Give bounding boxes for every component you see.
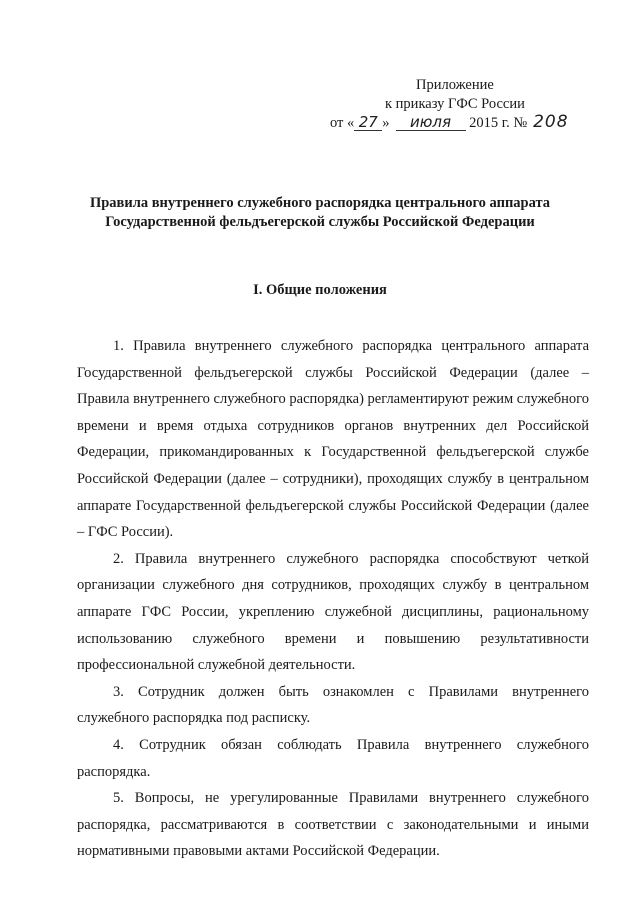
title-line-1: Правила внутреннего служебного распорядка центрального аппарата [89,195,551,211]
handwritten-order-number: 208 [533,112,569,132]
document-title [60,194,580,232]
paragraph-5: 5. Вопросы, не урегулированные Правилами внутреннего служебного распорядка, рассматриваются в соответствии с законодательными и иными нормативными правовыми актами Российской Федерации. [77,790,589,860]
order-reference: к приказу ГФС России [385,96,525,112]
title-line-2: Государственной фельдъегерской службы Российской Федерации [105,214,535,230]
document-body [77,333,589,865]
handwritten-month: июля [396,114,466,131]
year-and-number-label: 2015 г. № [469,115,528,131]
paragraph-3: 3. Сотрудник должен быть ознакомлен с Правилами внутреннего служебного распорядка под расписку. [77,683,589,727]
paragraph-4: 4. Сотрудник обязан соблюдать Правила внутреннего служебного распорядка. [77,736,589,780]
section-heading: I. Общие положения [253,282,387,298]
paragraph-1: 1. Правила внутреннего служебного распорядка центрального аппарата Государственной фельдъегерской службы Российской Федерации (далее – Правила внутреннего служебного распорядка) регламентируют режим служебного времени и время отдыха сотрудников органов внутренних дел Российской Федерации, прикомандированных к Государственной фельдъегерской службе Российской Федерации (далее – сотрудники), проходящих службу в центральном аппарате Государственной фельдъегерской службы Российской Федерации (далее – ГФС России). [77,338,589,541]
quote-close: » [382,115,390,131]
appendix-label: Приложение [416,77,494,93]
handwritten-day: 27 [354,114,382,131]
date-prefix: от « [330,115,355,131]
paragraph-2: 2. Правила внутреннего служебного распорядка способствуют четкой организации служебного дня сотрудников, проходящих службу в центральном аппарате ГФС России, укреплению служебной дисциплины, рациональному использованию служебного времени и повышению результативности профессиональной служебной деятельности. [77,550,589,674]
appendix-block [330,76,610,133]
order-date-line [330,114,610,133]
